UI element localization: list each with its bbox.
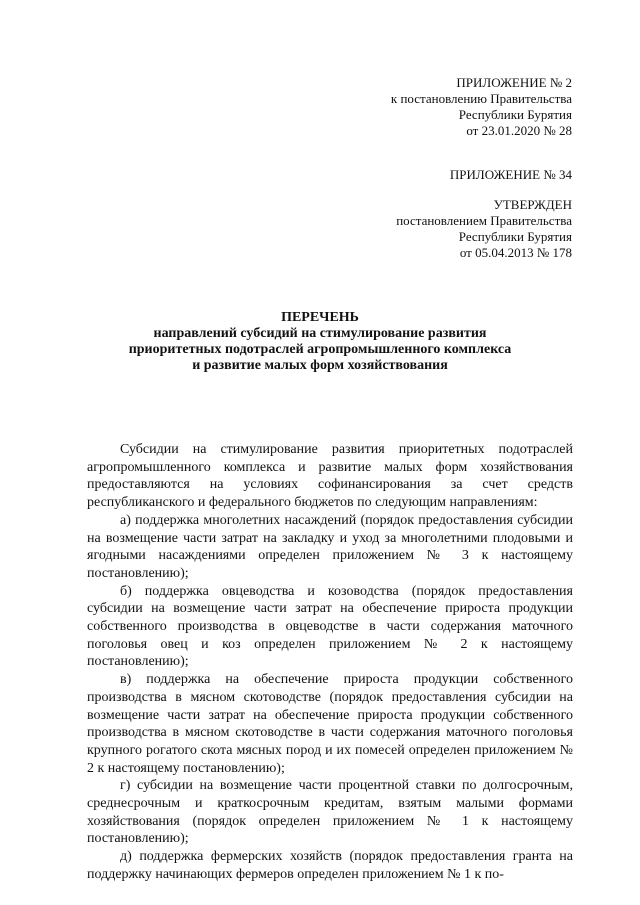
document-heading xyxy=(0,310,640,374)
heading-line-4: и развитие малых форм хозяйствования xyxy=(192,358,448,373)
paragraph-g: г) субсидии на возмещение части процентной ставки по долгосрочным, среднесрочным и краткосрочным кредитам, взятым малыми формами хозяйствования (порядок определен приложением № 1 к настоящему постановлению); xyxy=(87,778,573,847)
appendix-2-line-1: к постановлению Правительства xyxy=(390,91,572,106)
approved-line-0: УТВЕРЖДЕН xyxy=(493,197,572,212)
appendix-2-line-3: от 23.01.2020 № 28 xyxy=(466,123,572,138)
approved-line-3: от 05.04.2013 № 178 xyxy=(459,245,572,260)
approved-block xyxy=(396,197,572,261)
paragraph-d: д) поддержка фермерских хозяйств (порядок предоставления гранта на поддержку начинающих фермеров определен приложением № 1 к по- xyxy=(87,849,573,882)
paragraph-b: б) поддержка овцеводства и козоводства (порядок предоставления субсидии на возмещение части затрат на обеспечение прироста продукции собственного производства в овцеводстве в части содержания маточного поголовья овец и коз определен приложением № 2 к настоящему постановлению); xyxy=(87,583,573,670)
heading-line-3: приоритетных подотраслей агропромышленного комплекса xyxy=(128,342,512,357)
paragraph-a: а) поддержка многолетних насаждений (порядок предоставления субсидии на возмещение части затрат на закладку и уход за многолетними плодовыми и ягодными насаждениями определен приложением № 3 к настоящему постановлению); xyxy=(87,512,573,581)
document-body xyxy=(87,441,573,884)
appendix-2-title: ПРИЛОЖЕНИЕ № 2 xyxy=(456,75,572,90)
appendix-2-line-2: Республики Бурятия xyxy=(458,107,572,122)
approved-line-2: Республики Бурятия xyxy=(458,229,572,244)
paragraph-intro: Субсидии на стимулирование развития приоритетных подотраслей агропромышленного комплекса и развитие малых форм хозяйствования предоставляются на условиях софинансирования за счет средств республиканского и федерального бюджетов по следующим направлениям: xyxy=(87,442,573,511)
paragraph-v: в) поддержка на обеспечение прироста продукции собственного производства в мясном скотоводстве (порядок предоставления субсидии на возмещение части затрат на обеспечение прироста продукции собственного производства в мясном скотоводстве в части содержания маточного поголовья крупного рогатого скота мясных пород и их помесей определен приложением № 2 к настоящему постановлению); xyxy=(87,672,573,776)
heading-line-1: ПЕРЕЧЕНЬ xyxy=(281,310,359,325)
approved-line-1: постановлением Правительства xyxy=(396,213,572,228)
appendix-34-block xyxy=(450,167,572,183)
heading-line-2: направлений субсидий на стимулирование развития xyxy=(153,326,487,341)
appendix-34-title: ПРИЛОЖЕНИЕ № 34 xyxy=(449,167,572,182)
appendix-2-block xyxy=(391,75,572,139)
